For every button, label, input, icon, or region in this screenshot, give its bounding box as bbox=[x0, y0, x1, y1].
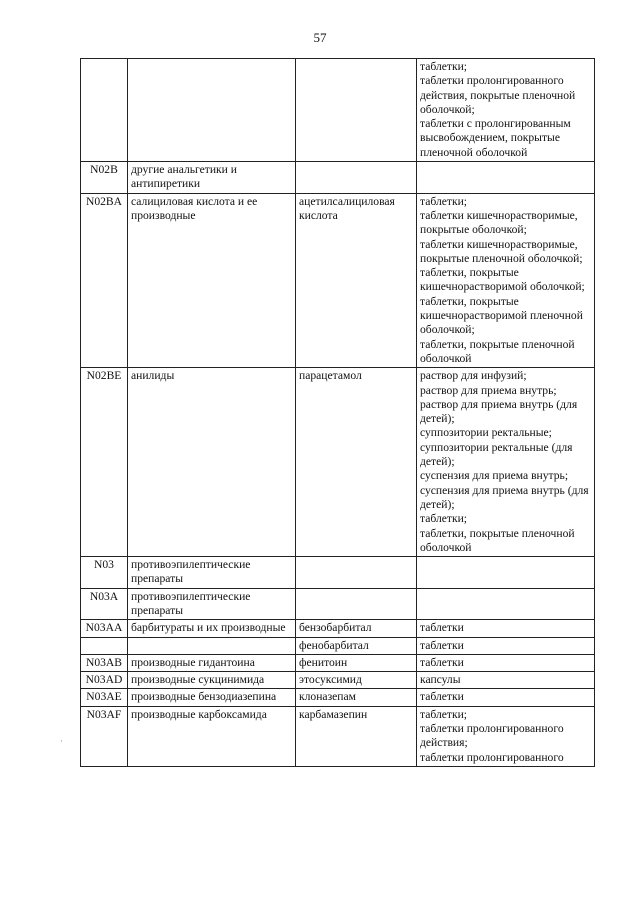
dosage-form-item: таблетки пролонгированного bbox=[420, 750, 564, 764]
pharm-group-cell: производные сукцинимида bbox=[128, 672, 296, 689]
dosage-forms-cell bbox=[417, 59, 595, 162]
atc-code-cell: N03 bbox=[81, 557, 128, 589]
dosage-forms-cell bbox=[417, 689, 595, 706]
atc-code-cell: N03AD bbox=[81, 672, 128, 689]
atc-code-cell bbox=[81, 637, 128, 654]
atc-code-cell: N03AB bbox=[81, 654, 128, 671]
drug-name-cell: фенобарбитал bbox=[296, 637, 417, 654]
dosage-form-item: таблетки с пролонгированным высвобождением, покрытые пленочной оболочкой bbox=[420, 117, 571, 159]
table-row bbox=[81, 672, 595, 689]
drug-name-cell bbox=[296, 557, 417, 589]
drug-name-cell: парацетамол bbox=[296, 368, 417, 557]
dosage-form-item: таблетки кишечнорастворимые, покрытые оболочкой; bbox=[420, 208, 578, 237]
pharm-group-cell bbox=[128, 637, 296, 654]
dosage-form-item: раствор для инфузий; bbox=[420, 369, 527, 383]
dosage-form-item: таблетки, покрытые пленочной оболочкой bbox=[420, 337, 575, 365]
dosage-form-item: таблетки; bbox=[420, 512, 468, 526]
dosage-form-item: таблетки bbox=[420, 621, 464, 635]
pharm-group-cell: противоэпилептические препараты bbox=[128, 588, 296, 620]
dosage-forms-cell bbox=[417, 654, 595, 671]
dosage-form-item: суппозитории ректальные; bbox=[420, 426, 552, 440]
dosage-forms-cell bbox=[417, 368, 595, 557]
pharm-group-cell: анилиды bbox=[128, 368, 296, 557]
atc-code-cell: N03A bbox=[81, 588, 128, 620]
drug-name-cell bbox=[296, 59, 417, 162]
dosage-forms-cell bbox=[417, 620, 595, 637]
drug-name-cell: ацетилсалициловая кислота bbox=[296, 193, 417, 368]
dosage-form-item: таблетки пролонгированного действия; bbox=[420, 722, 564, 750]
table-row bbox=[81, 620, 595, 637]
pharm-group-cell: производные бензодиазепина bbox=[128, 689, 296, 706]
pharm-group-cell bbox=[128, 59, 296, 162]
dosage-forms-cell bbox=[417, 557, 595, 589]
margin-mark: · bbox=[60, 736, 63, 746]
pharm-group-cell: другие анальгетики и антипиретики bbox=[128, 162, 296, 194]
table-row bbox=[81, 706, 595, 766]
dosage-form-item: раствор для приема внутрь; bbox=[420, 383, 557, 397]
dosage-form-item: раствор для приема внутрь (для детей); bbox=[420, 397, 578, 426]
dosage-forms-cell bbox=[417, 706, 595, 766]
pharm-group-cell: производные гидантоина bbox=[128, 654, 296, 671]
table-row bbox=[81, 193, 595, 368]
dosage-form-item: таблетки bbox=[420, 655, 464, 669]
table-row bbox=[81, 689, 595, 706]
atc-code-cell: N02B bbox=[81, 162, 128, 194]
table-row bbox=[81, 557, 595, 589]
dosage-forms-cell bbox=[417, 672, 595, 689]
atc-code-cell: N03AF bbox=[81, 706, 128, 766]
dosage-form-item: суспензия для приема внутрь; bbox=[420, 469, 569, 483]
pharm-group-cell: салициловая кислота и ее производные bbox=[128, 193, 296, 368]
table-body bbox=[81, 59, 595, 767]
dosage-form-item: суппозитории ректальные (для детей); bbox=[420, 440, 573, 469]
dosage-form-item: таблетки; bbox=[420, 194, 468, 208]
dosage-forms-cell bbox=[417, 162, 595, 194]
dosage-form-item: таблетки кишечнорастворимые, покрытые пленочной оболочкой; bbox=[420, 237, 583, 265]
drug-name-cell: карбамазепин bbox=[296, 706, 417, 766]
pharm-group-cell: производные карбоксамида bbox=[128, 706, 296, 766]
drug-table bbox=[80, 58, 595, 767]
dosage-form-item: таблетки bbox=[420, 690, 464, 704]
dosage-form-item: таблетки, покрытые кишечнорастворимой оболочкой; bbox=[420, 266, 585, 294]
table-row bbox=[81, 654, 595, 671]
atc-code-cell: N02BE bbox=[81, 368, 128, 557]
atc-code-cell bbox=[81, 59, 128, 162]
pharm-group-cell: барбитураты и их производные bbox=[128, 620, 296, 637]
dosage-form-item: таблетки bbox=[420, 638, 464, 652]
dosage-form-item: капсулы bbox=[420, 673, 461, 687]
dosage-forms-cell bbox=[417, 588, 595, 620]
drug-name-cell: клоназепам bbox=[296, 689, 417, 706]
table-row bbox=[81, 59, 595, 162]
dosage-forms-cell bbox=[417, 193, 595, 368]
dosage-forms-cell bbox=[417, 637, 595, 654]
drug-name-cell bbox=[296, 588, 417, 620]
table-row bbox=[81, 162, 595, 194]
pharm-group-cell: противоэпилептические препараты bbox=[128, 557, 296, 589]
drug-name-cell: фенитоин bbox=[296, 654, 417, 671]
drug-name-cell bbox=[296, 162, 417, 194]
atc-code-cell: N02BA bbox=[81, 193, 128, 368]
dosage-form-item: суспензия для приема внутрь (для детей); bbox=[420, 483, 589, 511]
table-row bbox=[81, 637, 595, 654]
table-row bbox=[81, 588, 595, 620]
dosage-form-item: таблетки; bbox=[420, 60, 468, 73]
drug-name-cell: этосуксимид bbox=[296, 672, 417, 689]
table-row bbox=[81, 368, 595, 557]
dosage-form-item: таблетки, покрытые пленочной оболочкой bbox=[420, 526, 575, 554]
dosage-form-item: таблетки, покрытые кишечнорастворимой пленочной оболочкой; bbox=[420, 294, 583, 337]
page-number: 57 bbox=[313, 30, 327, 45]
drug-name-cell: бензобарбитал bbox=[296, 620, 417, 637]
atc-code-cell: N03AA bbox=[81, 620, 128, 637]
dosage-form-item: таблетки пролонгированного действия, покрытые пленочной оболочкой; bbox=[420, 74, 576, 116]
atc-code-cell: N03AE bbox=[81, 689, 128, 706]
dosage-form-item: таблетки; bbox=[420, 707, 468, 721]
